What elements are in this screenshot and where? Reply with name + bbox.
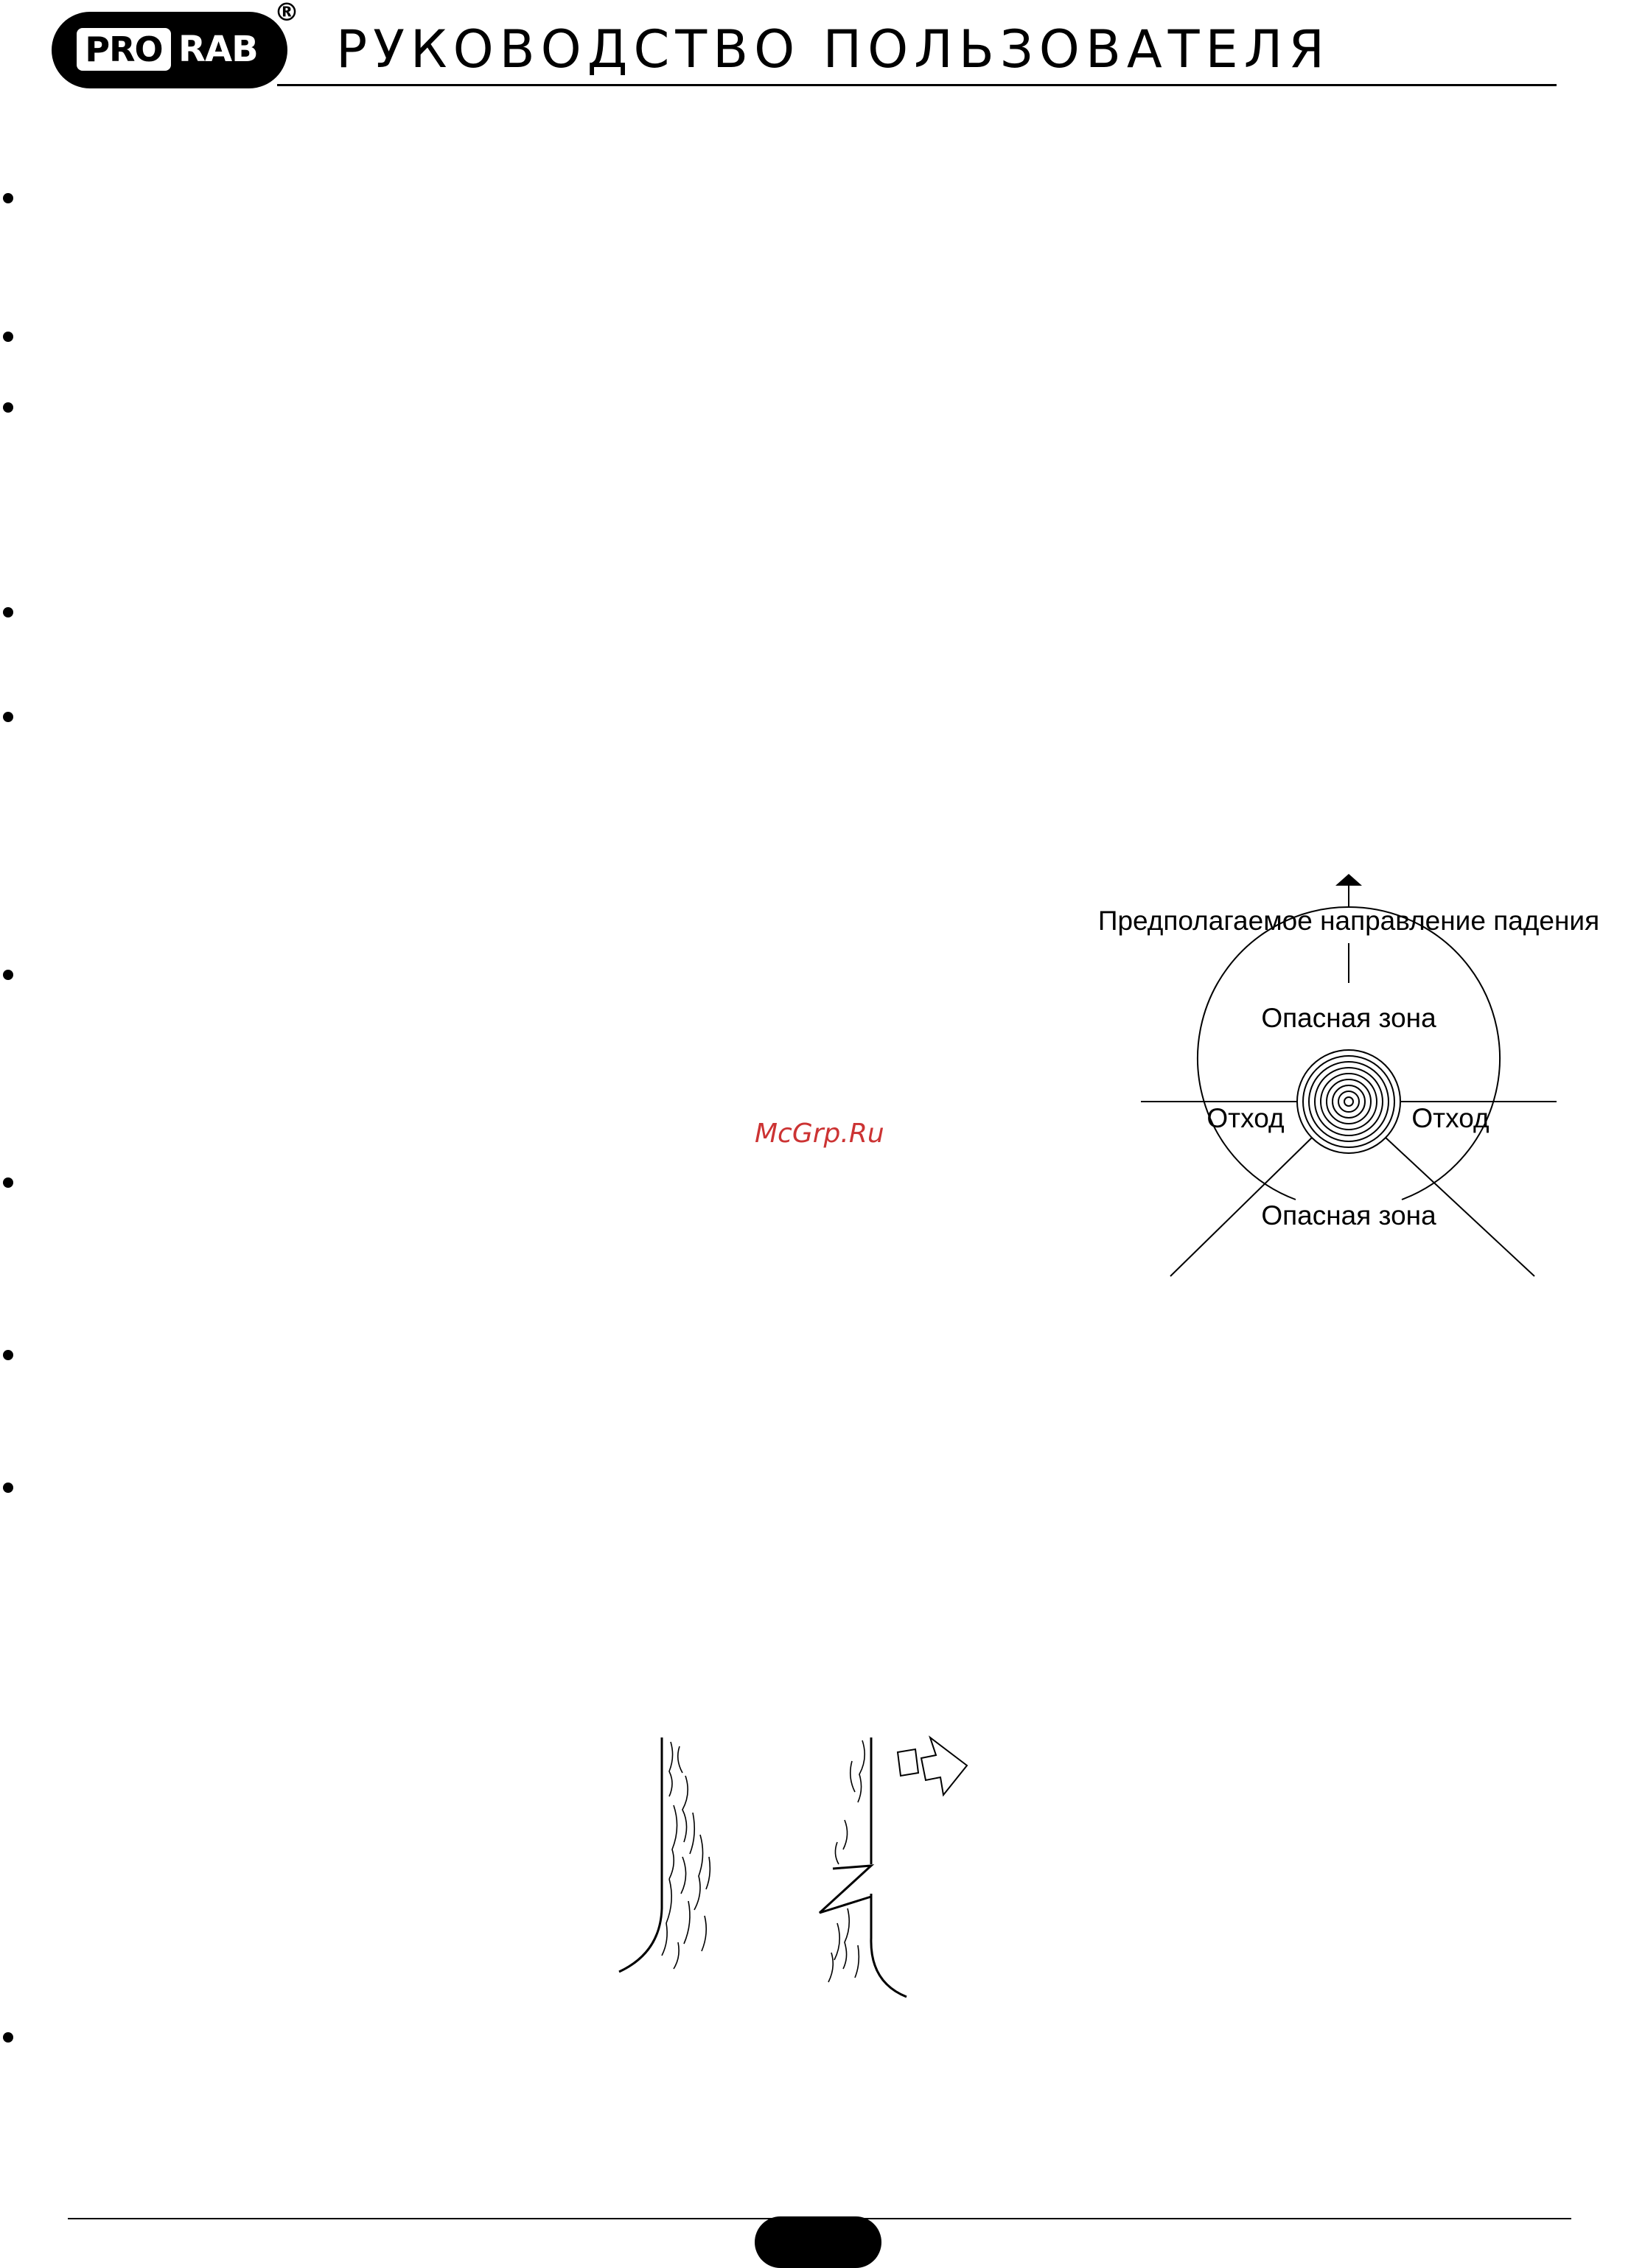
retreat-right-label: Отход: [1411, 1103, 1489, 1133]
tree-stump-icon: [1297, 1050, 1400, 1153]
push-direction-arrow-icon: [898, 1737, 967, 1795]
bullet-marker: [3, 2032, 13, 2043]
header-divider: [277, 84, 1557, 86]
tree-cutting-illustration: [612, 1732, 995, 2004]
danger-zone-bottom-label: Опасная зона: [1261, 1200, 1436, 1231]
fall-direction-label: Предполагаемое направление падения: [1097, 906, 1600, 936]
bullet-marker: [3, 402, 13, 413]
bullet-marker: [3, 1350, 13, 1360]
danger-zone-top-label: Опасная зона: [1261, 1003, 1436, 1033]
fall-direction-arrow-icon: [1335, 874, 1362, 886]
page-number-badge: [755, 2216, 881, 2268]
tree-trunk-icon: [619, 1737, 662, 1972]
logo-pro-text: PRO: [77, 28, 171, 71]
prorab-logo: [52, 12, 287, 88]
bullet-marker: [3, 193, 13, 203]
retreat-left-label: Отход: [1206, 1103, 1285, 1133]
registered-mark: ®: [274, 0, 299, 27]
page-title: РУКОВОДСТВО ПОЛЬЗОВАТЕЛЯ: [336, 19, 1331, 80]
bullet-marker: [3, 1177, 13, 1188]
logo-rab-text: RAB: [178, 29, 258, 70]
felling-zone-diagram: [1061, 869, 1636, 1297]
bullet-marker: [3, 970, 13, 980]
bullet-marker: [3, 712, 13, 722]
bullet-marker: [3, 1483, 13, 1493]
bullet-marker: [3, 607, 13, 617]
watermark: McGrp.Ru: [755, 1119, 884, 1149]
bullet-marker: [3, 332, 13, 342]
